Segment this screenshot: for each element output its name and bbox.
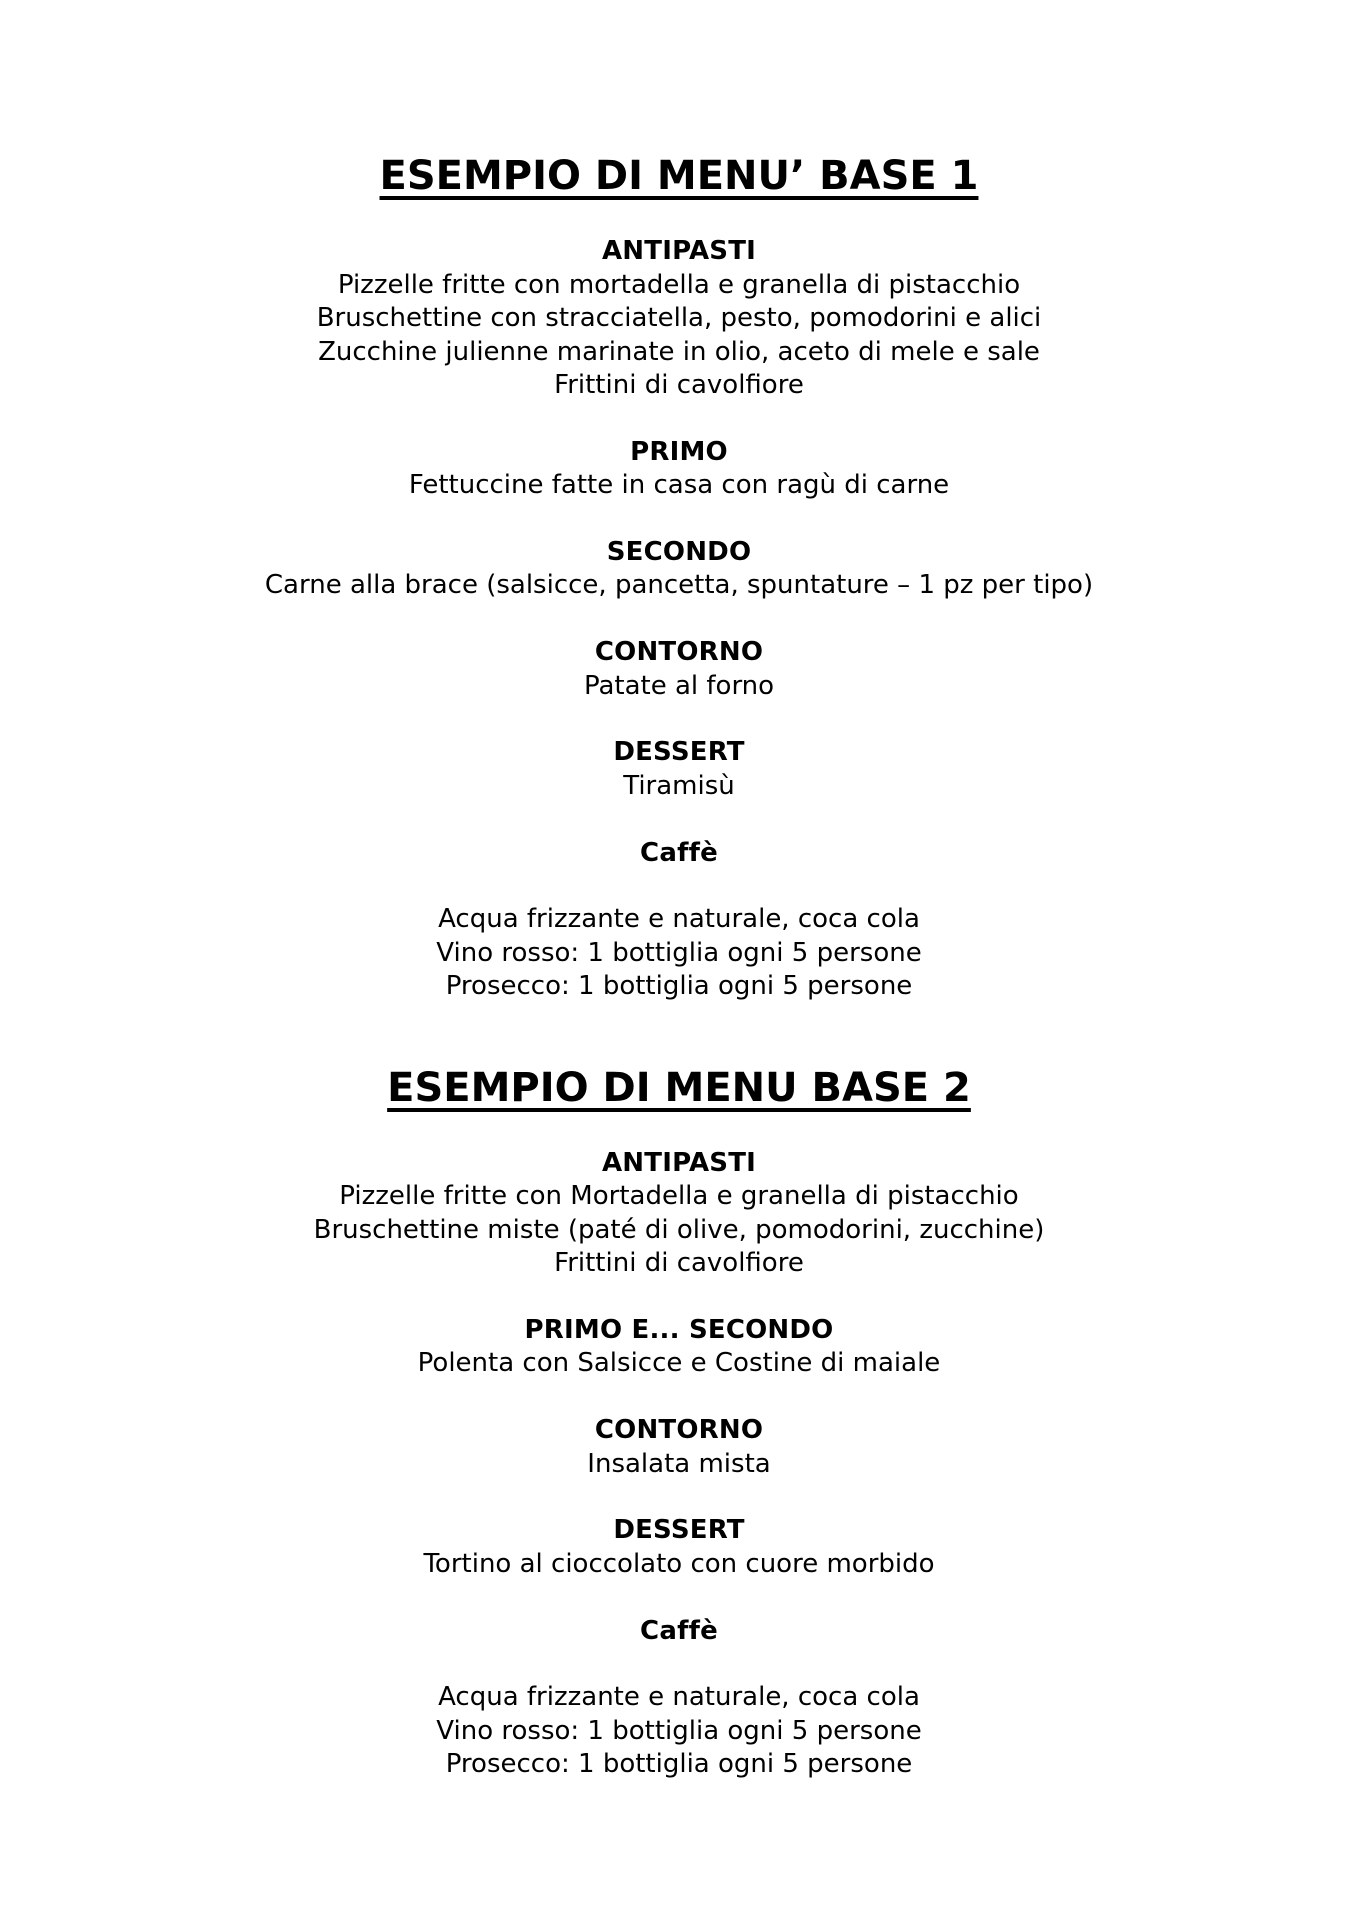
menu-item-line: Acqua frizzante e naturale, coca cola: [438, 1682, 920, 1713]
menu-item-line: Patate al forno: [583, 670, 775, 701]
menu-item-line: Bruschettine con stracciatella, pesto, pomodorini e alici: [316, 303, 1042, 334]
menu-item-line: Frittini di cavolfiore: [554, 370, 804, 401]
section-heading: CONTORNO: [594, 1415, 764, 1446]
section-heading: ANTIPASTI: [601, 236, 757, 267]
menu-item-line: Carne alla brace (salsicce, pancetta, spuntature – 1 pz per tipo): [264, 570, 1094, 601]
section-items: [0, 903, 1358, 1003]
section-items: [0, 1548, 1358, 1581]
section-items: [0, 569, 1358, 602]
section-heading: ANTIPASTI: [601, 1148, 757, 1179]
section-items: [0, 670, 1358, 703]
menu-item-line: Pizzelle fritte con mortadella e granella di pistacchio: [337, 269, 1021, 300]
section-heading: PRIMO: [630, 436, 728, 467]
menu-section: [0, 1147, 1358, 1281]
menu-section: [0, 1514, 1358, 1581]
menu-section: [0, 903, 1358, 1003]
menu-item-line: Pizzelle fritte con Mortadella e granella di pistacchio: [339, 1181, 1019, 1212]
section-items: [0, 1448, 1358, 1481]
menu-section: [0, 1615, 1358, 1648]
menu-item-line: Fettuccine fatte in casa con ragù di carne: [408, 470, 950, 501]
section-items: [0, 269, 1358, 403]
menu-title: [0, 150, 1358, 202]
section-items: [0, 770, 1358, 803]
menu-item-line: Frittini di cavolfiore: [554, 1248, 804, 1279]
menu-item-line: Prosecco: 1 bottiglia ogni 5 persone: [445, 1749, 913, 1780]
section-heading: SECONDO: [606, 537, 752, 568]
menu-item-line: Bruschettine miste (paté di olive, pomodorini, zucchine): [313, 1214, 1045, 1245]
menu-sections: [0, 235, 1358, 1003]
section-heading: PRIMO E... SECONDO: [524, 1315, 834, 1346]
menu-section: [0, 837, 1358, 870]
menu-title: [0, 1062, 1358, 1114]
menu-item-line: Zucchine julienne marinate in olio, aceto di mele e sale: [318, 336, 1040, 367]
menu-title-text: ESEMPIO DI MENU’ BASE 1: [379, 153, 979, 199]
menu-section: [0, 736, 1358, 803]
menu-block: [0, 1062, 1358, 1782]
menu-section: [0, 235, 1358, 402]
section-items: [0, 469, 1358, 502]
menu-sections: [0, 1147, 1358, 1782]
menu-item-line: Polenta con Salsicce e Costine di maiale: [417, 1348, 941, 1379]
section-heading: DESSERT: [613, 1515, 745, 1546]
menu-item-line: Prosecco: 1 bottiglia ogni 5 persone: [445, 971, 913, 1002]
section-heading: DESSERT: [613, 737, 745, 768]
menu-section: [0, 436, 1358, 503]
section-heading: Caffè: [640, 837, 718, 868]
menu-item-line: Tortino al cioccolato con cuore morbido: [423, 1548, 935, 1579]
menu-section: [0, 1414, 1358, 1481]
section-heading: Caffè: [640, 1615, 718, 1646]
menu-item-line: Acqua frizzante e naturale, coca cola: [438, 904, 920, 935]
menu-item-line: Vino rosso: 1 bottiglia ogni 5 persone: [436, 937, 922, 968]
menu-item-line: Insalata mista: [587, 1448, 771, 1479]
section-items: [0, 1347, 1358, 1380]
menu-section: [0, 1314, 1358, 1381]
menu-item-line: Tiramisù: [623, 770, 735, 801]
section-items: [0, 1681, 1358, 1781]
section-heading: CONTORNO: [594, 637, 764, 668]
menus-container: [0, 150, 1358, 1782]
menu-title-text: ESEMPIO DI MENU BASE 2: [387, 1064, 971, 1111]
menu-section: [0, 1681, 1358, 1781]
menu-item-line: Vino rosso: 1 bottiglia ogni 5 persone: [436, 1715, 922, 1746]
menu-section: [0, 636, 1358, 703]
menu-section: [0, 536, 1358, 603]
section-items: [0, 1180, 1358, 1280]
menu-block: [0, 150, 1358, 1004]
